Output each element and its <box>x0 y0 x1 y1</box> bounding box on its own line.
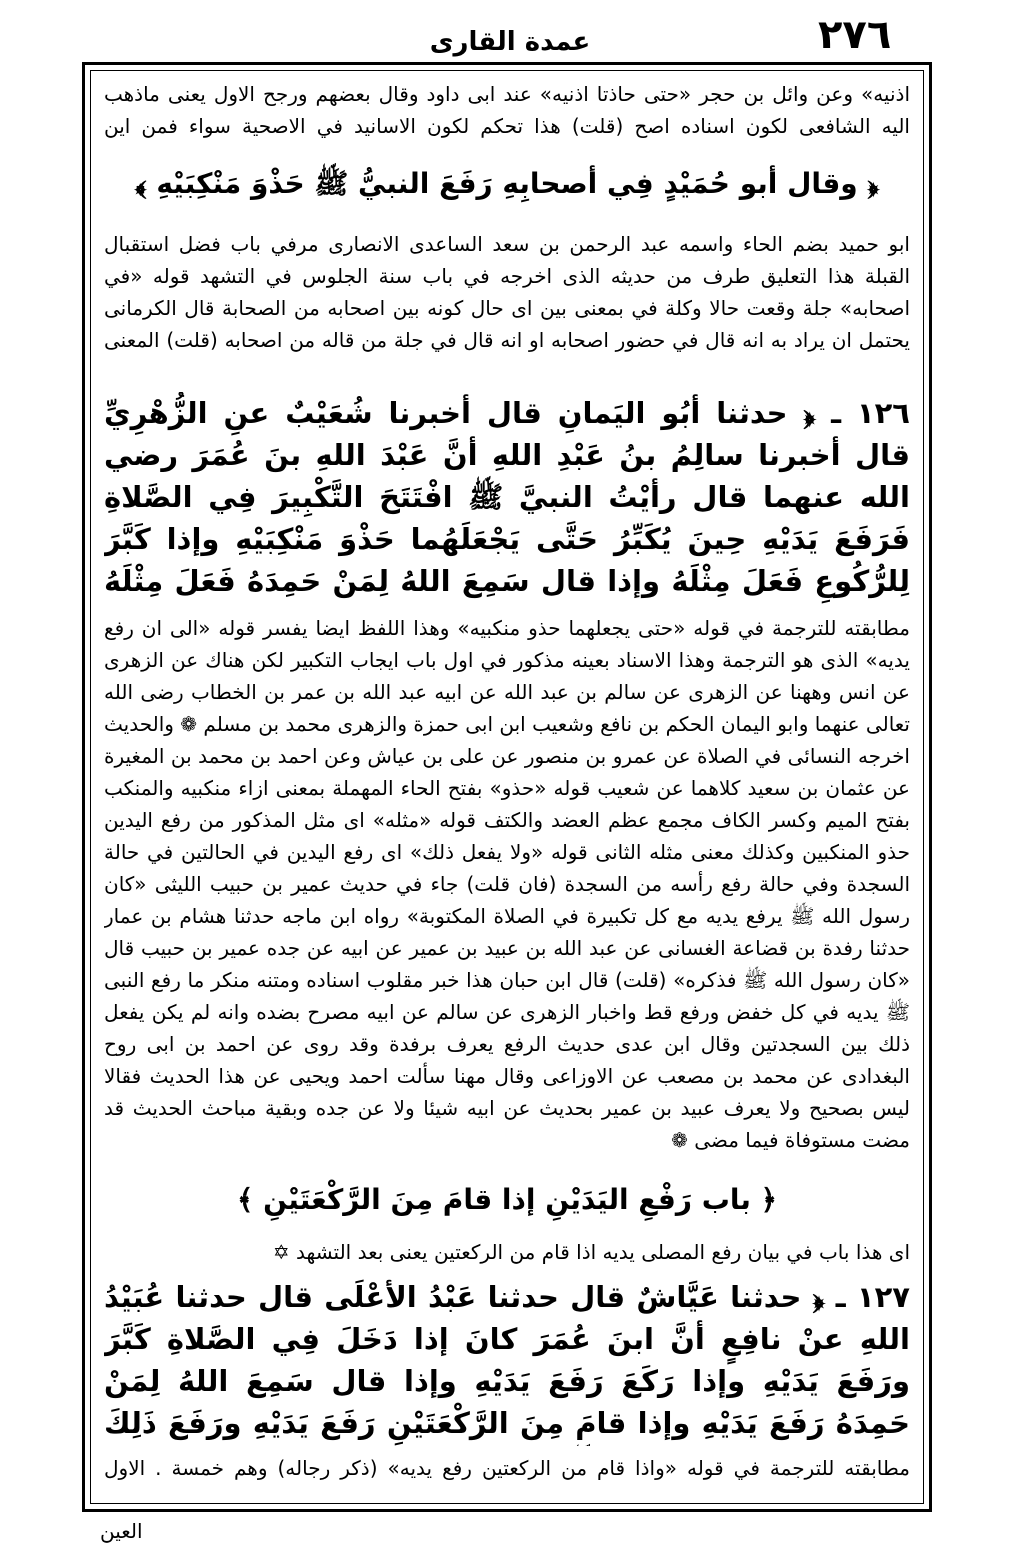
running-title: عمدة القارى <box>429 27 591 57</box>
bab-note: اى هذا باب في بيان رفع المصلى يديه اذا قام من الركعتين يعنى بعد التشهد ✡ <box>272 1240 910 1264</box>
heading-bab-raf-al-yadayn: ﴿ باب رَفْعِ اليَدَيْنِ إذا قامَ مِنَ الرَّكْعَتَيْنِ ﴾ <box>236 1183 778 1216</box>
page-number: ٢٧٦ <box>818 12 892 58</box>
heading-abu-humaid: ﴿ وقال أبو حُمَيْدٍ فِي أصحابِهِ رَفَعَ النبيُّ ﷺ حَذْوَ مَنْكِبَيْهِ ﴾ <box>135 167 879 200</box>
hadith-126: ١٢٦ ـ ﴿ حدثنا أبُو اليَمانِ قال أخبرنا شُعَيْبٌ عنِ الزُّهْرِيِّ قال أخبرنا سالِمُ بنُ عَبْدِ اللهِ أنَّ عَبْدَ اللهِ بنَ عُمَرَ رضي الله عنهما قال رأيْتُ النبيَّ ﷺ افْتَتَحَ التَّكْبِيرَ فِي الصَّلاةِ فَرَفَعَ يَدَيْهِ حِينَ يُكَبِّرُ حَتَّى يَجْعَلَهُما حَذْوَ مَنْكِبَيْهِ وإذا كَبَّرَ لِلرُّكُوعِ فَعَلَ مِثْلَهُ وإذا قال سَمِعَ اللهُ لِمَنْ حَمِدَهُ فَعَلَ مِثْلَهُ <box>104 396 910 598</box>
catchword: العين <box>100 1519 143 1543</box>
hadith-127: ١٢٧ ـ ﴿ حدثنا عَيَّاشٌ قال حدثنا عَبْدُ الأعْلَى قال حدثنا عُبَيْدُ اللهِ عنْ نافِعٍ أنَّ ابنَ عُمَرَ كانَ إذا دَخَلَ فِي الصَّلاةِ كَبَّرَ ورَفَعَ يَدَيْهِ وإذا رَكَعَ رَفَعَ يَدَيْهِ وإذا قال سَمِعَ اللهُ لِمَنْ حَمِدَهُ رَفَعَ يَدَيْهِ وإذا قامَ مِنَ الرَّكْعَتَيْنِ رَفَعَ يَدَيْهِ ورَفَعَ ذَلِكَ <box>104 1280 910 1440</box>
commentary-paragraph-3: مطابقته للترجمة في قوله «واذا قام من الركعتين رفع يديه» (ذكر رجاله) وهم خمسة . الاول <box>104 1456 910 1480</box>
intro-paragraph: اذنيه» وعن وائل بن حجر «حتى حاذتا اذنيه» عند ابى داود وقال بعضهم ورجح الاول يعنى ماذهب اليه الشافعى لكون اسناده اصح (قلت) هذا تحكم لكون الاسانيد في الاصحية سواء فمن اين <box>104 82 910 138</box>
commentary-paragraph-2: مطابقته للترجمة في قوله «حتى يجعلهما حذو منكبيه» وهذا اللفظ ايضا يفسر قوله «الى ان رفع يديه» الذى هو الترجمة وهذا الاسناد بعينه مذكور في اول باب ايجاب التكبير لكن هناك عن الزهرى عن انس وههنا عن الزهرى عن سالم بن عبد الله عن ابيه عبد الله بن عمر بن الخطاب رضى الله تعالى عنهما وابو اليمان الحكم بن نافع وشعيب ابن ابى حمزة والزهرى محمد بن مسلم ❁ والحديث اخرجه النسائى في الصلاة عن عمرو بن منصور عن على بن عياش وعن احمد بن محمد بن المغيرة عن عثمان بن سعيد كلاهما عن شعيب قوله «حذو» بفتح الحاء المهملة بمعنى ازاء منكبيه والمنكب بفتح الميم وكسر الكاف مجمع عظم العضد والكتف قوله «مثله» اى مثل المذكور من رفع اليدين حذو المنكبين وكذلك معنى مثله الثانى قوله «ولا يفعل ذلك» اى رفع اليدين في الحالتين في حالة السجدة وفي حالة رفع رأسه من السجدة (فان قلت) جاء في حديث عمير بن حبيب الليثى «كان رسول الله ﷺ يرفع يديه مع كل تكبيرة في الصلاة المكتوبة» رواه ابن ماجه حدثنا هشام بن عمار حدثنا رفدة بن قضاعة الغسانى عن عبد الله بن عبيد بن عمير عن ابيه عن جده عمير بن حبيب قال «كان رسول الله ﷺ فذكره» (قلت) قال ابن حبان هذا خبر مقلوب اسناده ومتنه منكر ما رفع النبى ﷺ يديه في كل خفض ورفع قط واخبار الزهرى عن سالم عن ابيه مصرح بضده وانه لم يكن يفعل ذلك بين السجدتين وقال ابن عدى حديث الرفع يعرف برفدة وقد روى عن احمد بن ابى روح البغدادى عن محمد بن مصعب عن الاوزاعى وقال مهنا سألت احمد ويحيى عن هذا الحديث فقالا ليس بصحيح ولا يعرف عبيد بن عمير بحديث عن ابيه شيئا ولا عن جده وبقية مباحث الحديث قد مضت مستوفاة فيما مضى ❁ <box>104 616 910 1152</box>
commentary-paragraph-1: ابو حميد بضم الحاء واسمه عبد الرحمن بن سعد الساعدى الانصارى مرفي باب فضل استقبال القبلة هذا التعليق طرف من حديثه الذى اخرجه في باب سنة الجلوس في التشهد قوله «في اصحابه» جلة وقعت حالا وكلة في بمعنى بين اى حال كونه بين اصحابه من الصحابة قال الكرمانى يحتمل ان يراد به انه قال في حضور اصحابه او انه قال في جلة من قاله من اصحابه (قلت) المعنى <box>104 232 910 352</box>
